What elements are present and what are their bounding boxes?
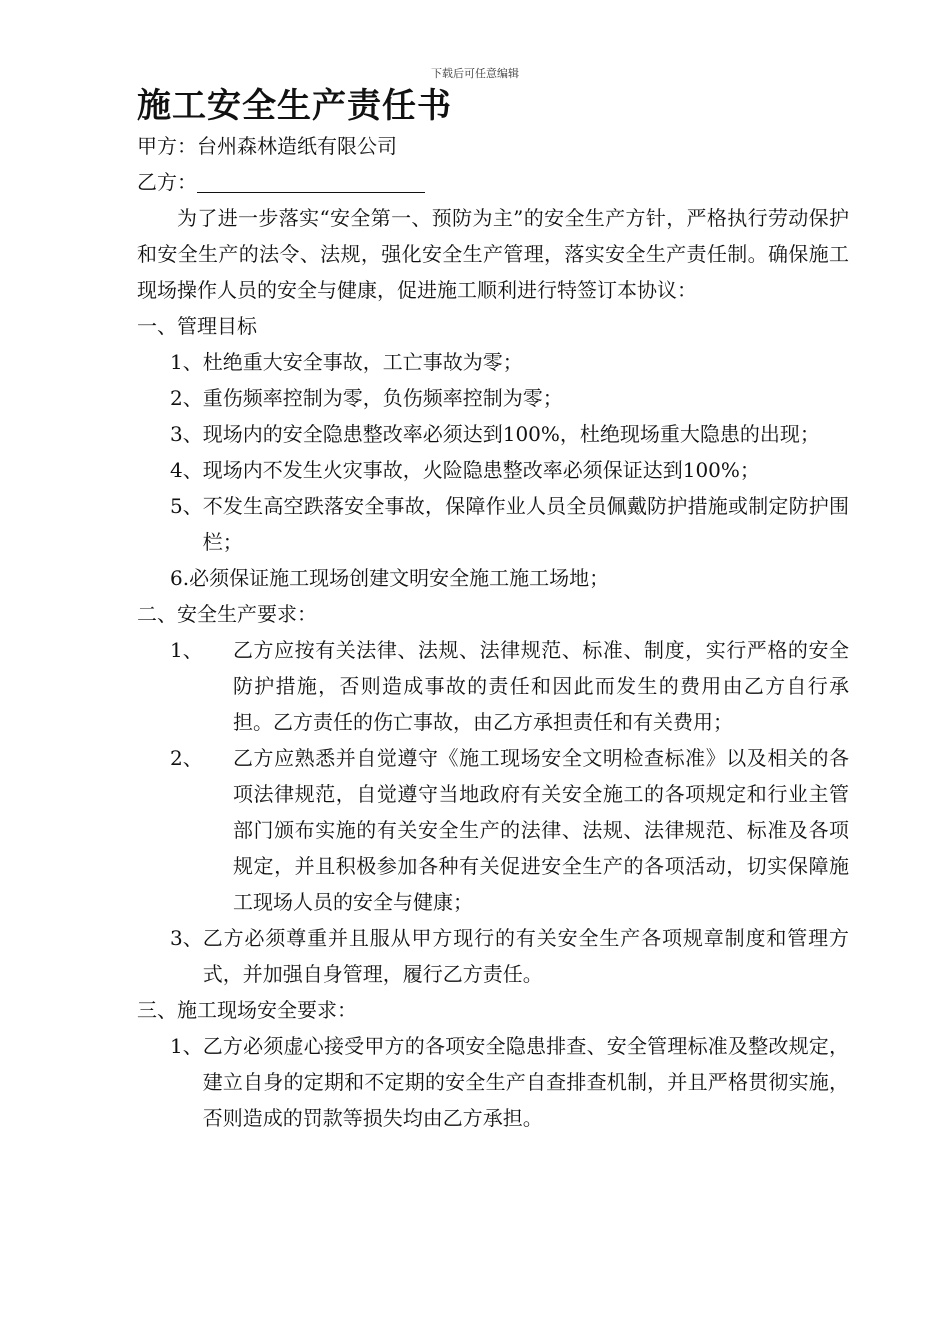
party-b-label: 乙方： <box>137 170 197 194</box>
header-note: 下载后可任意编辑 <box>431 67 519 80</box>
item-text: 乙方应熟悉并自觉遵守《施工现场安全文明检查标准》以及相关的各项法律规范，自觉遵守当地政府有关安全施工的各项规定和行业主管部门颁布实施的有关安全生产的法律、法规、法律规范、标准及各项规定，并且积极参加各种有关促进安全生产的各项活动，切实保障施工现场人员的安全与健康； <box>233 746 849 914</box>
party-a-line: 甲方：台州森林造纸有限公司 <box>137 134 397 158</box>
item-number: 6. <box>170 566 190 590</box>
list-item <box>137 740 849 920</box>
list-item <box>137 920 849 992</box>
party-b-line <box>137 164 849 200</box>
item-number: 2、 <box>170 746 203 770</box>
party-b-blank-field <box>197 170 425 193</box>
list-item <box>137 632 849 740</box>
section-heading: 三、施工现场安全要求： <box>137 998 357 1022</box>
document-body <box>137 84 849 1136</box>
item-number: 1、 <box>170 350 203 374</box>
item-number: 1、 <box>170 1034 203 1058</box>
item-text: 不发生高空跌落安全事故，保障作业人员全员佩戴防护措施或制定防护围栏； <box>202 494 849 554</box>
intro-paragraph: 为了进一步落实“安全第一、预防为主”的安全生产方针，严格执行劳动保护和安全生产的法令、法规，强化安全生产管理，落实安全生产责任制。确保施工现场操作人员的安全与健康，促进施工顺利进行特签订本协议： <box>137 206 849 302</box>
document-title: 施工安全生产责任书 <box>137 86 452 126</box>
list-item <box>137 380 849 416</box>
item-text: 重伤频率控制为零，负伤频率控制为零； <box>202 386 563 410</box>
section-heading: 一、管理目标 <box>137 314 257 338</box>
list-item <box>137 416 849 452</box>
item-text: 乙方必须尊重并且服从甲方现行的有关安全生产各项规章制度和管理方式，并加强自身管理，履行乙方责任。 <box>202 926 849 986</box>
item-text: 乙方应按有关法律、法规、法律规范、标准、制度，实行严格的安全防护措施，否则造成事故的责任和因此而发生的费用由乙方自行承担。乙方责任的伤亡事故，由乙方承担责任和有关费用； <box>233 638 849 734</box>
list-item <box>137 488 849 560</box>
item-text: 现场内不发生火灾事故，火险隐患整改率必须保证达到100%； <box>202 458 760 482</box>
item-number: 3、 <box>170 926 203 950</box>
list-item <box>137 1028 849 1136</box>
item-text: 杜绝重大安全事故，工亡事故为零； <box>202 350 523 374</box>
list-item <box>137 560 849 596</box>
section-heading: 二、安全生产要求： <box>137 602 317 626</box>
list-item <box>137 344 849 380</box>
item-text: 现场内的安全隐患整改率必须达到100%，杜绝现场重大隐患的出现； <box>202 422 820 446</box>
item-text: 乙方必须虚心接受甲方的各项安全隐患排查、安全管理标准及整改规定，建立自身的定期和不定期的安全生产自查排查机制，并且严格贯彻实施，否则造成的罚款等损失均由乙方承担。 <box>202 1034 849 1130</box>
item-number: 4、 <box>170 458 203 482</box>
item-text: 必须保证施工现场创建文明安全施工施工场地； <box>189 566 610 590</box>
item-number: 2、 <box>170 386 203 410</box>
list-item <box>137 452 849 488</box>
item-number: 3、 <box>170 422 203 446</box>
item-number: 5、 <box>170 494 203 518</box>
item-number: 1、 <box>170 638 203 662</box>
